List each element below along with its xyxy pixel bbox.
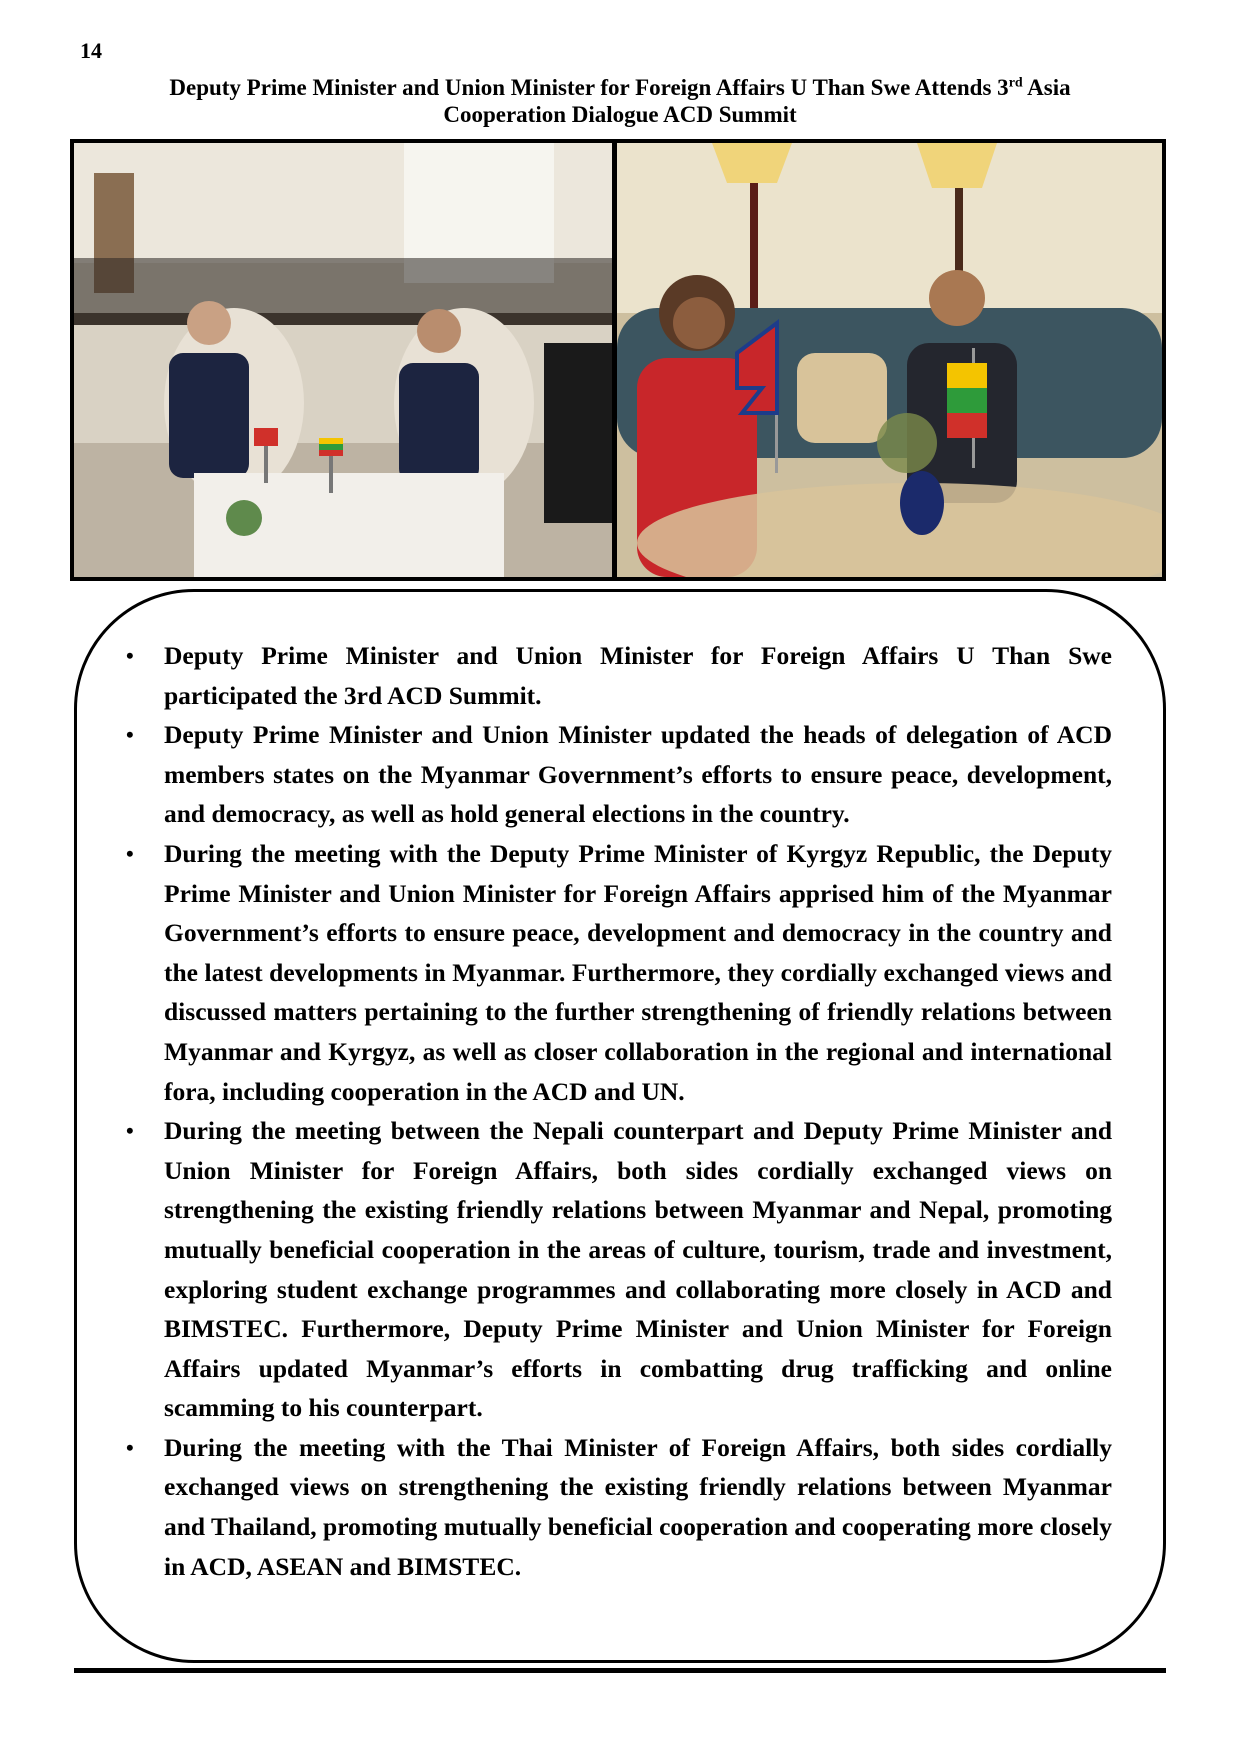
bullet-icon: • (126, 1118, 134, 1144)
list-item (122, 1111, 1112, 1428)
bullet-text: During the meeting with the Thai Minister of Foreign Affairs, both sides cordially exchanged views on strengthening the existing friendly relations between Myanmar and Thailand, promoting mutually beneficial cooperation and cooperating more closely in ACD, ASEAN and BIMSTEC. (164, 1432, 1112, 1581)
page-number: 14 (80, 38, 102, 63)
photo-meeting-nepal (617, 143, 1162, 577)
bullet-text: Deputy Prime Minister and Union Minister for Foreign Affairs U Than Swe participated the 3rd ACD Summit. (164, 641, 1112, 710)
bullet-text: During the meeting with the Deputy Prime Minister of Kyrgyz Republic, the Deputy Prime Minister and Union Minister for Foreign Affairs apprised him of the Myanmar Government’s efforts to ensure peace, development and democracy in the country and the latest developments in Myanmar. Furthermore, they cordially exchanged views and discussed matters pertaining to the further strengthening of friendly relations between Myanmar and Kyrgyz, as well as closer collaboration in the regional and international fora, including cooperation in the ACD and UN. (164, 838, 1112, 1106)
bullet-text: Deputy Prime Minister and Union Minister updated the heads of delegation of ACD members states on the Myanmar Government’s efforts to ensure peace, development, and democracy, as well as hold general elections in the country. (164, 720, 1112, 829)
photo-frame (70, 139, 1166, 581)
bottom-divider (74, 1668, 1166, 1673)
list-item (122, 1428, 1112, 1586)
photo-meeting-kyrgyz (74, 143, 612, 577)
bullet-text: During the meeting between the Nepali counterpart and Deputy Prime Minister and Union Minister for Foreign Affairs, both sides cordially exchanged views on strengthening the existing friendly relations between Myanmar and Nepal, promoting mutually beneficial cooperation in the areas of culture, tourism, trade and investment, exploring student exchange programmes and collaborating more closely in ACD and BIMSTEC. Furthermore, Deputy Prime Minister and Union Minister for Foreign Affairs updated Myanmar’s efforts in combatting drug trafficking and online scamming to his counterpart. (164, 1116, 1112, 1423)
title-line-1: Deputy Prime Minister and Union Minister for Foreign Affairs U Than Swe Attends 3rd Asia (169, 75, 1071, 100)
page-title (70, 74, 1170, 128)
bullet-icon: • (126, 1434, 134, 1460)
bullet-list (122, 636, 1112, 1586)
bullet-icon: • (126, 840, 134, 866)
bullet-icon: • (126, 722, 134, 748)
list-item (122, 636, 1112, 715)
list-item (122, 834, 1112, 1111)
title-line-2: Cooperation Dialogue ACD Summit (443, 102, 797, 127)
list-item (122, 715, 1112, 834)
bullet-icon: • (126, 643, 134, 668)
title-superscript: rd (1008, 75, 1023, 91)
